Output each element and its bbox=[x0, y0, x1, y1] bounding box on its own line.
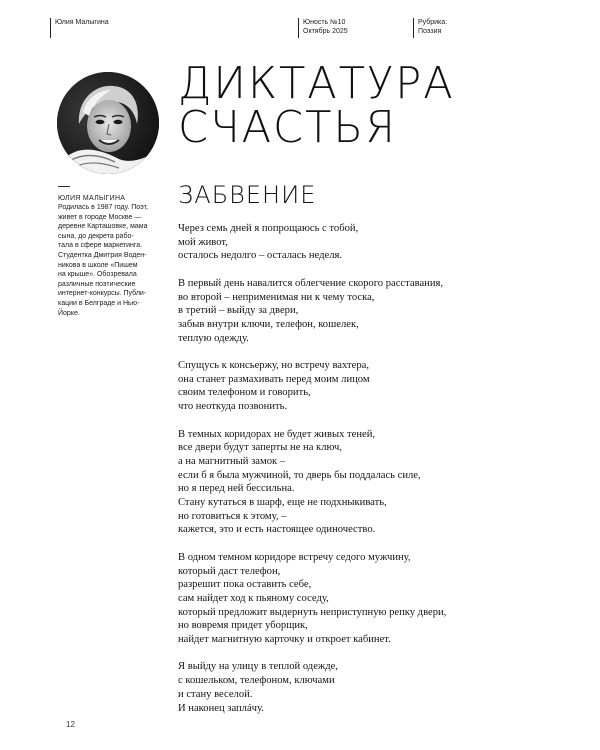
poem-line: своим телефоном и говорить, bbox=[178, 387, 311, 399]
bio-line: интернет-конкурсы. Публи- bbox=[58, 290, 147, 298]
poem-stanza-5 bbox=[178, 551, 446, 647]
poem-line: но готовиться к этому, – bbox=[178, 510, 287, 522]
header-rubric-label: Рубрика: bbox=[418, 19, 448, 26]
article-title bbox=[178, 58, 455, 153]
poem-line: В темных коридорах не будет живых теней, bbox=[178, 428, 376, 440]
poem-line: Стану кутаться в шарф, еще не подхныкивать, bbox=[178, 497, 387, 509]
bio-line: никова в школе «Пишем bbox=[58, 261, 138, 269]
article-title-line-2: СЧАСТЬЯ bbox=[178, 102, 397, 153]
author-portrait bbox=[57, 72, 159, 174]
poem-stanza-1 bbox=[178, 222, 446, 263]
poem-line: во второй – неприменимая ни к чему тоска, bbox=[178, 291, 375, 303]
poem-line: И наконец заплáчу. bbox=[178, 702, 264, 714]
bio-line: деревне Карташовке, мама bbox=[58, 223, 148, 231]
bio-line: сына, до декрета рабо- bbox=[58, 232, 134, 240]
poem-stanza-3 bbox=[178, 359, 446, 414]
header-divider-author bbox=[50, 18, 51, 38]
poem-line: но вовремя придет уборщик, bbox=[178, 620, 308, 632]
bio-divider bbox=[58, 186, 70, 187]
bio-text bbox=[58, 203, 166, 318]
article-title-line-1: ДИКТАТУРА bbox=[178, 58, 455, 109]
poem-line: забыв внутри ключи, телефон, кошелек, bbox=[178, 318, 359, 330]
header-issue-number: Юность №10 bbox=[303, 19, 346, 26]
header-divider-rubric bbox=[413, 18, 414, 38]
poem-stanza-2 bbox=[178, 277, 446, 346]
poem-line: но я перед ней бессильна. bbox=[178, 483, 295, 495]
poem-line: разрешит пока оставить себе, bbox=[178, 579, 312, 591]
header-rubric bbox=[418, 18, 447, 36]
poem-line: который предложит выдернуть неприступную репку двери, bbox=[178, 606, 447, 618]
bio-line: живет в городе Москве — bbox=[58, 213, 142, 221]
bio-line: Студентка Дмитрия Воден- bbox=[58, 251, 147, 259]
poem-line: мой живот, bbox=[178, 236, 228, 248]
poem-line: который даст телефон, bbox=[178, 565, 281, 577]
poem-line: Спущусь к консьержу, но встречу вахтера, bbox=[178, 360, 370, 371]
poem-line: все двери будут заперты не на ключ, bbox=[178, 442, 342, 454]
poem-title: ЗАБВЕНИЕ bbox=[178, 181, 317, 209]
bio-line: Родилась в 1987 году. Поэт, bbox=[58, 204, 148, 211]
poem-line: Я выйду на улицу в теплой одежде, bbox=[178, 661, 338, 673]
bio-line: тала в сфере маркетинга. bbox=[58, 242, 143, 250]
header-issue bbox=[303, 18, 348, 36]
poem-stanza-4 bbox=[178, 428, 446, 538]
bio-line: Йорке. bbox=[58, 309, 80, 317]
poem-line: в третий – выйду за двери, bbox=[178, 305, 299, 317]
poem-stanza-6 bbox=[178, 660, 446, 715]
poem-line: что неоткуда позвонить. bbox=[178, 401, 288, 413]
poem-line: В первый день навалится облегчение скорого расставания, bbox=[178, 277, 444, 289]
poem-line: осталось недолго – осталась неделя. bbox=[178, 250, 343, 262]
poem-line: она станет размахивать перед моим лицом bbox=[178, 373, 370, 385]
poem-line: с кошельком, телефоном, ключами bbox=[178, 675, 335, 687]
header-divider-issue bbox=[298, 18, 299, 38]
poem-line: теплую одежду. bbox=[178, 332, 249, 344]
poem-line: В одном темном коридоре встречу седого мужчину, bbox=[178, 551, 411, 563]
header-issue-date: Октябрь 2025 bbox=[303, 28, 348, 35]
poem-line: найдет магнитную карточку и откроет кабинет. bbox=[178, 634, 391, 646]
bio-line: кации в Белграде и Нью- bbox=[58, 299, 140, 307]
header-rubric-value: Поэзия bbox=[418, 28, 442, 35]
poem-line: сам найдет ход к пьяному соседу, bbox=[178, 592, 329, 604]
poem-body bbox=[178, 222, 446, 729]
poem-line: кажется, это и есть настоящее одиночество. bbox=[178, 524, 376, 536]
bio-author-name: ЮЛИЯ МАЛЫГИНА bbox=[58, 195, 126, 202]
header-author-name: Юлия Малыгина bbox=[55, 19, 109, 26]
poem-line: Через семь дней я попрощаюсь с тобой, bbox=[178, 223, 359, 234]
poem-line: и стану веселой. bbox=[178, 688, 253, 700]
poem-line: если б я была мужчиной, то дверь бы поддалась силе, bbox=[178, 469, 421, 481]
page-number: 12 bbox=[66, 720, 75, 729]
header-author bbox=[55, 18, 109, 27]
bio-line: различные поэтические bbox=[58, 280, 136, 288]
bio-line: на крыше». Обозревала bbox=[58, 271, 137, 279]
poem-line: а на магнитный замок – bbox=[178, 455, 286, 467]
